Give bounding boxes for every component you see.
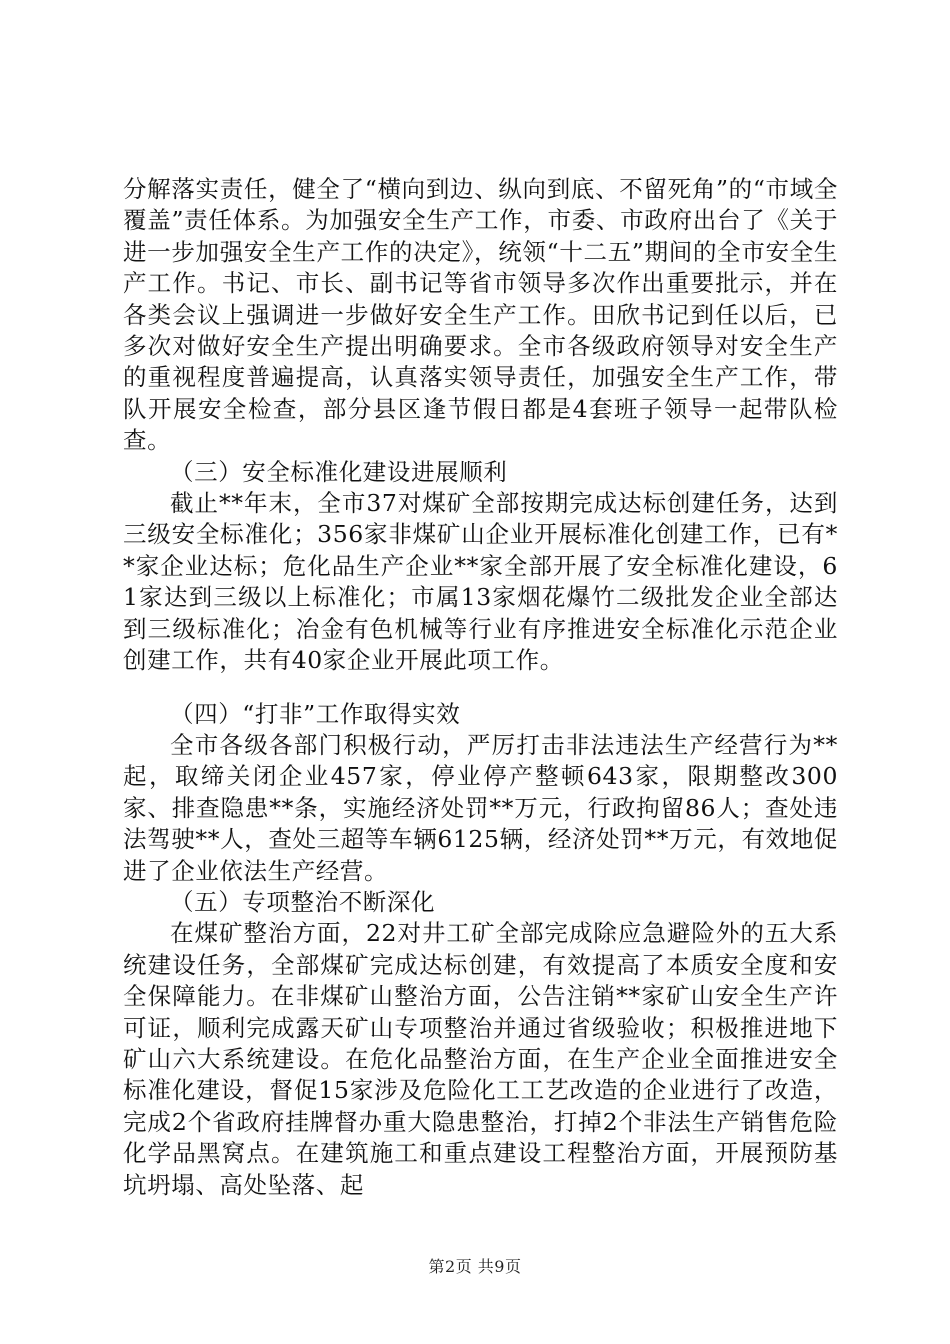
section-heading: （五）专项整治不断深化: [170, 887, 436, 916]
section-heading: （四）“打非”工作取得实效: [170, 699, 461, 728]
body-paragraph: 截止**年末，全市37对煤矿全部按期完成达标创建任务，达到三级安全标准化；356家非煤矿山企业开展标准化创建工作，已有**家企业达标；危化品生产企业**家全部开展了安全标准化建设，61家达到三级以上标准化；市属13家烟花爆竹二级批发企业全部达到三级标准化；冶金有色机械等行业有序推进安全标准化示范企业创建工作，共有40家企业开展此项工作。: [123, 489, 838, 675]
document-body: [123, 174, 838, 1201]
body-paragraph: 全市各级各部门积极行动，严厉打击非法违法生产经营行为**起，取缔关闭企业457家，停业停产整顿643家，限期整改300家、排查隐患**条，实施经济处罚**万元，行政拘留86人；查处违法驾驶**人，查处三超等车辆6125辆，经济处罚**万元，有效地促进了企业依法生产经营。: [123, 730, 838, 885]
page-number-footer: 第2页 共9页: [428, 1257, 522, 1276]
body-paragraph: 在煤矿整治方面，22对井工矿全部完成除应急避险外的五大系统建设任务，全部煤矿完成达标创建，有效提高了本质安全度和安全保障能力。在非煤矿山整治方面，公告注销**家矿山安全生产许可证，顺利完成露天矿山专项整治并通过省级验收；积极推进地下矿山六大系统建设。在危化品整治方面，在生产企业全面推进安全标准化建设，督促15家涉及危险化工工艺改造的企业进行了改造，完成2个省政府挂牌督办重大隐患整治，打掉2个非法生产销售危险化学品黑窝点。在建筑施工和重点建设工程整治方面，开展预防基坑坍塌、高处坠落、起: [123, 919, 838, 1199]
body-paragraph: 分解落实责任，健全了“横向到边、纵向到底、不留死角”的“市域全覆盖”责任体系。为加强安全生产工作，市委、市政府出台了《关于进一步加强安全生产工作的决定》，统领“十二五”期间的全市安全生产工作。书记、市长、副书记等省市领导多次作出重要批示，并在各类会议上强调进一步做好安全生产工作。田欣书记到任以后，已多次对做好安全生产提出明确要求。全市各级政府领导对安全生产的重视程度普遍提高，认真落实领导责任，加强安全生产工作，带队开展安全检查，部分县区逢节假日都是4套班子领导一起带队检查。: [123, 175, 838, 455]
section-heading: （三）安全标准化建设进展顺利: [170, 457, 508, 486]
